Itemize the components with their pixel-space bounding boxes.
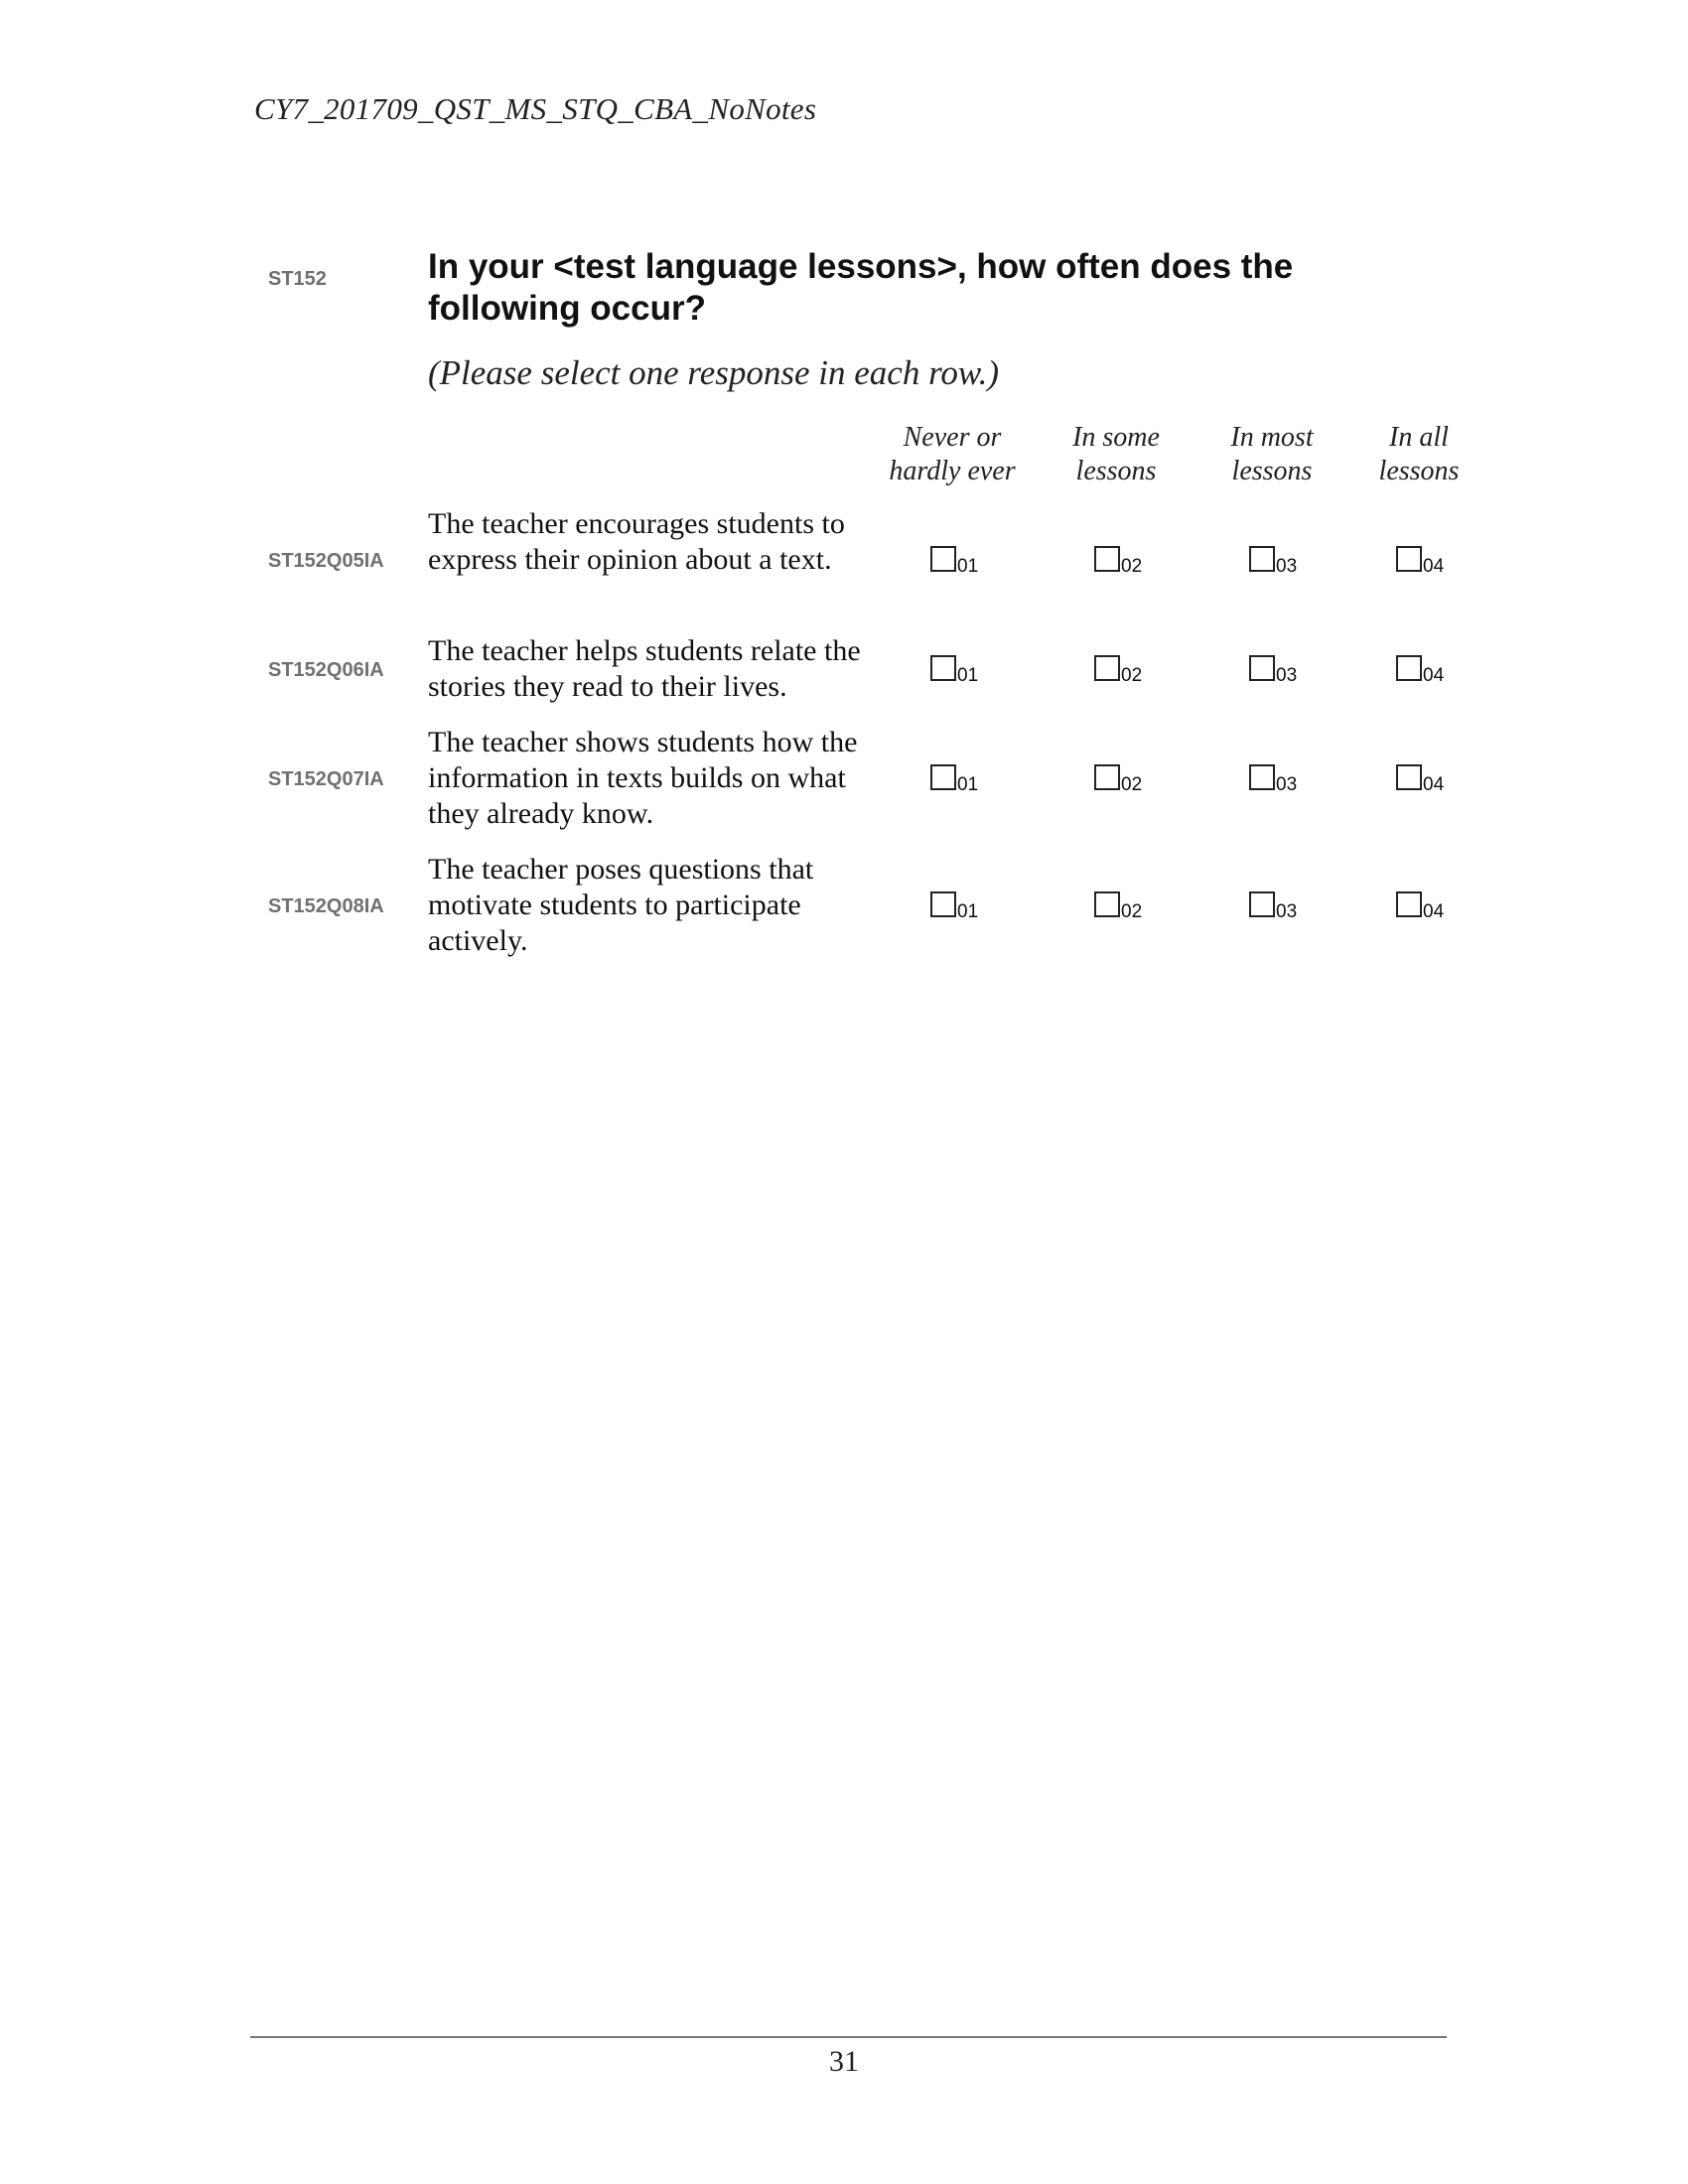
response-option-03[interactable]: [1249, 891, 1298, 922]
response-option-02[interactable]: [1094, 546, 1143, 577]
option-code: 01: [957, 901, 979, 922]
column-header-never: [873, 421, 1032, 488]
item-id: ST152Q07IA: [268, 768, 384, 790]
column-header-line: In some: [1072, 422, 1160, 453]
option-code: 04: [1423, 901, 1445, 922]
checkbox[interactable]: [930, 546, 956, 572]
column-header-line: Never or: [903, 422, 1002, 453]
response-option-04[interactable]: [1396, 546, 1445, 577]
question-instruction: (Please select one response in each row.): [428, 353, 1000, 392]
checkbox[interactable]: [930, 655, 956, 681]
column-header-all: [1339, 421, 1498, 488]
checkbox[interactable]: [1249, 546, 1275, 572]
item-text: The teacher helps students relate the stories they read to their lives.: [428, 634, 861, 703]
response-option-03[interactable]: [1249, 655, 1298, 686]
column-header-line: lessons: [1378, 456, 1460, 486]
item-text: The teacher shows students how the information in texts builds on what they already know.: [428, 726, 858, 830]
response-option-03[interactable]: [1249, 764, 1298, 795]
option-code: 03: [1276, 901, 1298, 922]
response-option-01[interactable]: [930, 546, 979, 577]
checkbox[interactable]: [1094, 655, 1120, 681]
checkbox[interactable]: [1094, 546, 1120, 572]
checkbox[interactable]: [1249, 891, 1275, 917]
item-id: ST152Q08IA: [268, 895, 384, 917]
checkbox[interactable]: [930, 764, 956, 790]
item-id: ST152Q05IA: [268, 550, 384, 572]
option-code: 03: [1276, 556, 1298, 577]
column-header-line: In most: [1230, 422, 1314, 453]
option-code: 04: [1423, 556, 1445, 577]
response-option-04[interactable]: [1396, 891, 1445, 922]
option-code: 04: [1423, 774, 1445, 795]
response-option-01[interactable]: [930, 764, 979, 795]
column-header-line: lessons: [1231, 456, 1313, 486]
option-code: 04: [1423, 665, 1445, 686]
response-option-02[interactable]: [1094, 891, 1143, 922]
checkbox[interactable]: [1249, 764, 1275, 790]
option-code: 03: [1276, 774, 1298, 795]
checkbox[interactable]: [1249, 655, 1275, 681]
option-code: 01: [957, 774, 979, 795]
response-option-03[interactable]: [1249, 546, 1298, 577]
response-option-02[interactable]: [1094, 764, 1143, 795]
question-title: In your <test language lessons>, how often does the following occur?: [428, 247, 1294, 328]
option-code: 02: [1121, 665, 1143, 686]
item-text: The teacher encourages students to express their opinion about a text.: [428, 507, 845, 576]
document-code-header: CY7_201709_QST_MS_STQ_CBA_NoNotes: [254, 91, 817, 126]
column-header-line: lessons: [1075, 456, 1157, 486]
checkbox[interactable]: [1396, 546, 1422, 572]
response-option-02[interactable]: [1094, 655, 1143, 686]
item-id: ST152Q06IA: [268, 659, 384, 681]
column-header-line: In all: [1389, 422, 1449, 453]
checkbox[interactable]: [1396, 891, 1422, 917]
page-number: 31: [829, 2045, 859, 2078]
response-option-01[interactable]: [930, 655, 979, 686]
column-header-most: [1193, 421, 1351, 488]
checkbox[interactable]: [1094, 891, 1120, 917]
column-header-line: hardly ever: [889, 456, 1016, 486]
response-option-01[interactable]: [930, 891, 979, 922]
footer-divider: [250, 2036, 1447, 2038]
checkbox[interactable]: [930, 891, 956, 917]
option-code: 01: [957, 556, 979, 577]
checkbox[interactable]: [1396, 764, 1422, 790]
item-text: The teacher poses questions that motivate students to participate actively.: [428, 853, 814, 957]
option-code: 02: [1121, 774, 1143, 795]
option-code: 01: [957, 665, 979, 686]
option-code: 03: [1276, 665, 1298, 686]
checkbox[interactable]: [1094, 764, 1120, 790]
response-option-04[interactable]: [1396, 764, 1445, 795]
column-header-some: [1037, 421, 1196, 488]
option-code: 02: [1121, 901, 1143, 922]
question-id: ST152: [268, 268, 327, 290]
option-code: 02: [1121, 556, 1143, 577]
response-option-04[interactable]: [1396, 655, 1445, 686]
checkbox[interactable]: [1396, 655, 1422, 681]
